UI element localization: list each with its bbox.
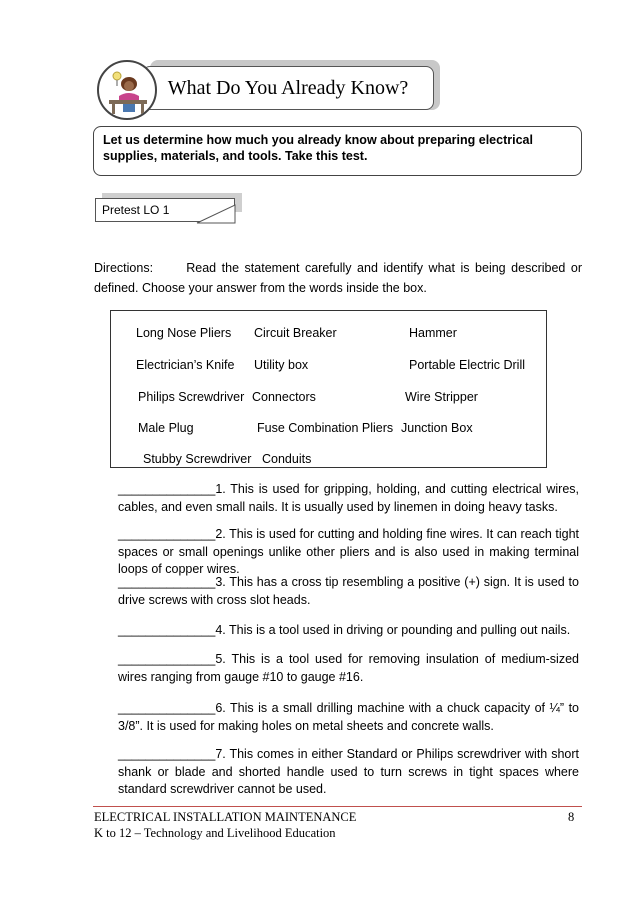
directions-text: Read the statement carefully and identify what is being described or defined. Choose your answer from the words inside the box. bbox=[94, 261, 583, 295]
pretest-label: Pretest LO 1 bbox=[102, 203, 170, 217]
page-title: What Do You Already Know? bbox=[167, 76, 409, 99]
question-item: ______________6. This is a small drilling machine with a chuck capacity of ¼” to 3/8”. It is used for making holes on metal sheets and concrete walls. bbox=[118, 701, 579, 733]
word-option: Long Nose Pliers bbox=[136, 326, 232, 340]
word-option: Fuse Combination Pliers bbox=[257, 421, 394, 435]
word-option: Wire Stripper bbox=[405, 390, 478, 404]
title-banner bbox=[142, 66, 434, 110]
word-option: Stubby Screwdriver bbox=[143, 452, 252, 466]
word-option: Electrician’s Knife bbox=[136, 358, 235, 372]
question-item: ______________3. This has a cross tip resembling a positive (+) sign. It is used to drive screws with cross slot heads. bbox=[118, 575, 579, 607]
word-option: Connectors bbox=[252, 390, 316, 404]
word-option: Junction Box bbox=[401, 421, 473, 435]
footer-rule bbox=[93, 806, 582, 807]
student-at-desk-icon bbox=[97, 60, 157, 120]
word-option: Hammer bbox=[409, 326, 457, 340]
folded-corner-icon bbox=[195, 203, 240, 225]
word-option: Conduits bbox=[262, 452, 312, 466]
intro-text: Let us determine how much you already know about preparing electrical supplies, materials, and tools. Take this test. bbox=[103, 133, 533, 163]
footer-course: ELECTRICAL INSTALLATION MAINTENANCE bbox=[94, 810, 357, 824]
question-item: ______________1. This is used for gripping, holding, and cutting electrical wires, cables, and even small nails. It is usually used by linemen in doing heavy tasks. bbox=[118, 482, 579, 514]
question-item: ______________5. This is a tool used for removing insulation of medium-sized wires ranging from gauge #10 to gauge #16. bbox=[118, 652, 579, 684]
word-option: Philips Screwdriver bbox=[138, 390, 245, 404]
word-option: Portable Electric Drill bbox=[409, 358, 526, 372]
question-item: ______________2. This is used for cutting and holding fine wires. It can reach tight spaces or small openings unlike other pliers and is also used in making terminal loops of copper wires. bbox=[118, 527, 579, 576]
question-item: ______________7. This comes in either Standard or Philips screwdriver with short shank or blade and shorted handle used to turn screws in tight spaces where standard screwdriver cannot be used. bbox=[118, 747, 579, 796]
word-box bbox=[110, 310, 547, 468]
question-item: ______________4. This is a tool used in driving or pounding and pulling out nails. bbox=[118, 623, 571, 637]
directions: Directions: Read the statement carefully and identify what is being described or defined. Choose your answer from the words inside the box. bbox=[94, 261, 583, 295]
footer-program: K to 12 – Technology and Livelihood Education bbox=[94, 826, 336, 840]
directions-label: Directions bbox=[94, 261, 150, 275]
word-option: Utility box bbox=[254, 358, 309, 372]
word-option: Circuit Breaker bbox=[254, 326, 337, 340]
page-number: 8 bbox=[568, 810, 575, 824]
intro-box bbox=[93, 126, 582, 176]
word-option: Male Plug bbox=[138, 421, 194, 435]
